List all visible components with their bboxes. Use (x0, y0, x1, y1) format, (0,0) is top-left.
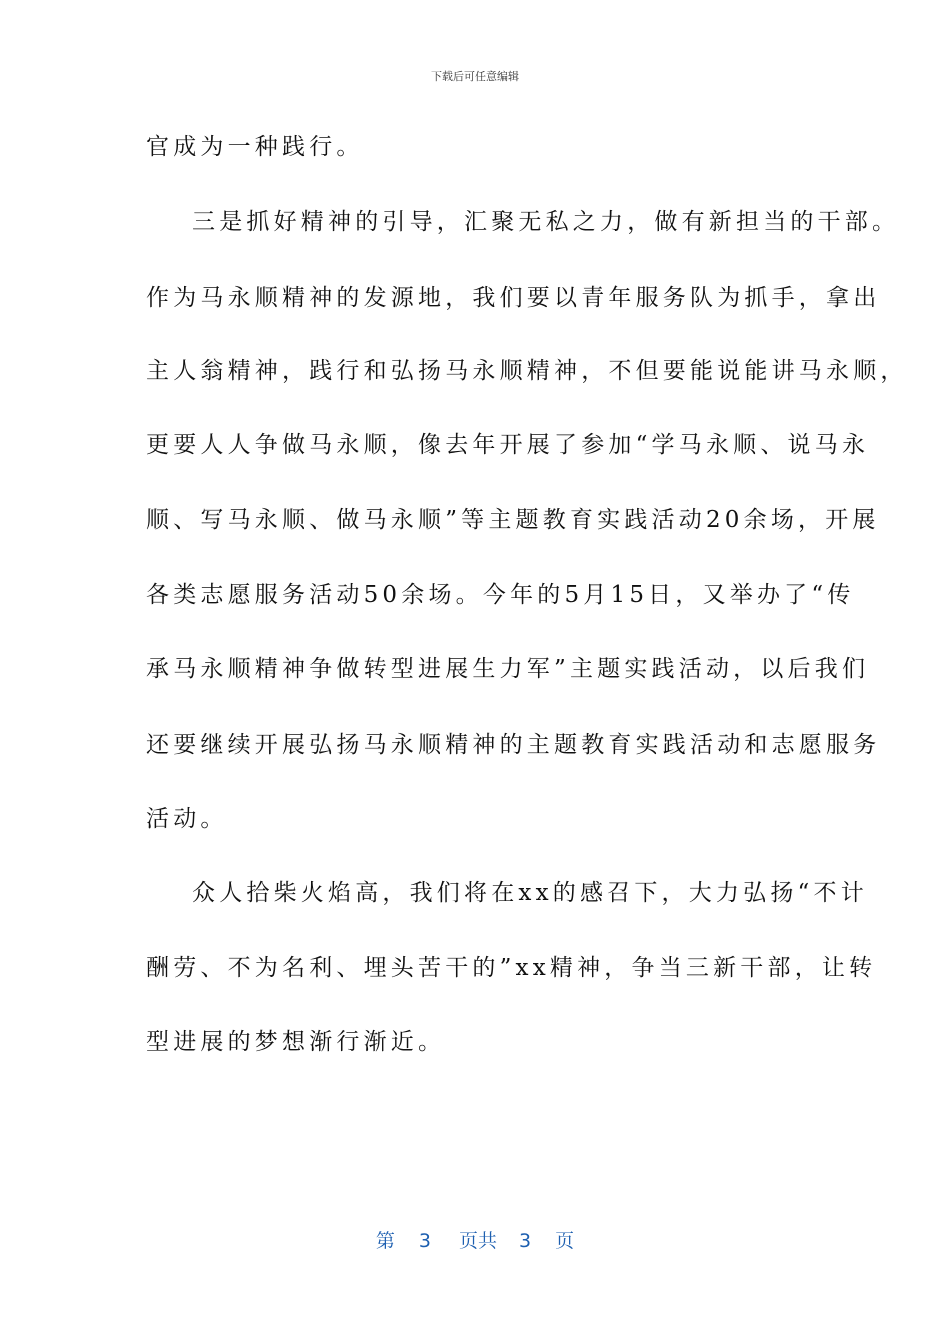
text-line: 主人翁精神，践行和弘扬马永顺精神，不但要能说能讲马永顺， (146, 358, 908, 384)
text-line: 作为马永顺精神的发源地，我们要以青年服务队为抓手，拿出 (146, 285, 881, 311)
text-line: 官成为一种践行。 (146, 134, 364, 160)
text-line: 活动。 (146, 806, 228, 832)
text-line: 还要继续开展弘扬马永顺精神的主题教育实践活动和志愿服务 (146, 732, 881, 758)
text-line: 三是抓好精神的引导，汇聚无私之力，做有新担当的干部。 (192, 209, 900, 235)
text-line: 承马永顺精神争做转型进展生力军”主题实践活动，以后我们 (146, 656, 870, 682)
page-footer (0, 1226, 950, 1253)
page-label-suffix: 页 (555, 1230, 575, 1252)
text-line: 型进展的梦想渐行渐近。 (146, 1029, 446, 1055)
total-pages-number: 3 (519, 1230, 532, 1252)
text-line: 各类志愿服务活动50余场。今年的5月15日，又举办了“传 (146, 582, 855, 608)
text-line: 更要人人争做马永顺，像去年开展了参加“学马永顺、说马永 (146, 432, 870, 458)
current-page-number: 3 (418, 1230, 431, 1252)
text-line: 众人拾柴火焰高，我们将在xx的感召下，大力弘扬“不计 (192, 880, 868, 906)
header-note: 下载后可任意编辑 (431, 70, 519, 83)
text-line: 顺、写马永顺、做马永顺”等主题教育实践活动20余场，开展 (146, 507, 880, 533)
page-label-prefix: 第 (375, 1230, 395, 1252)
text-line: 酬劳、不为名利、埋头苦干的”xx精神，争当三新干部，让转 (146, 955, 877, 981)
page-label-mid: 页共 (458, 1230, 497, 1252)
